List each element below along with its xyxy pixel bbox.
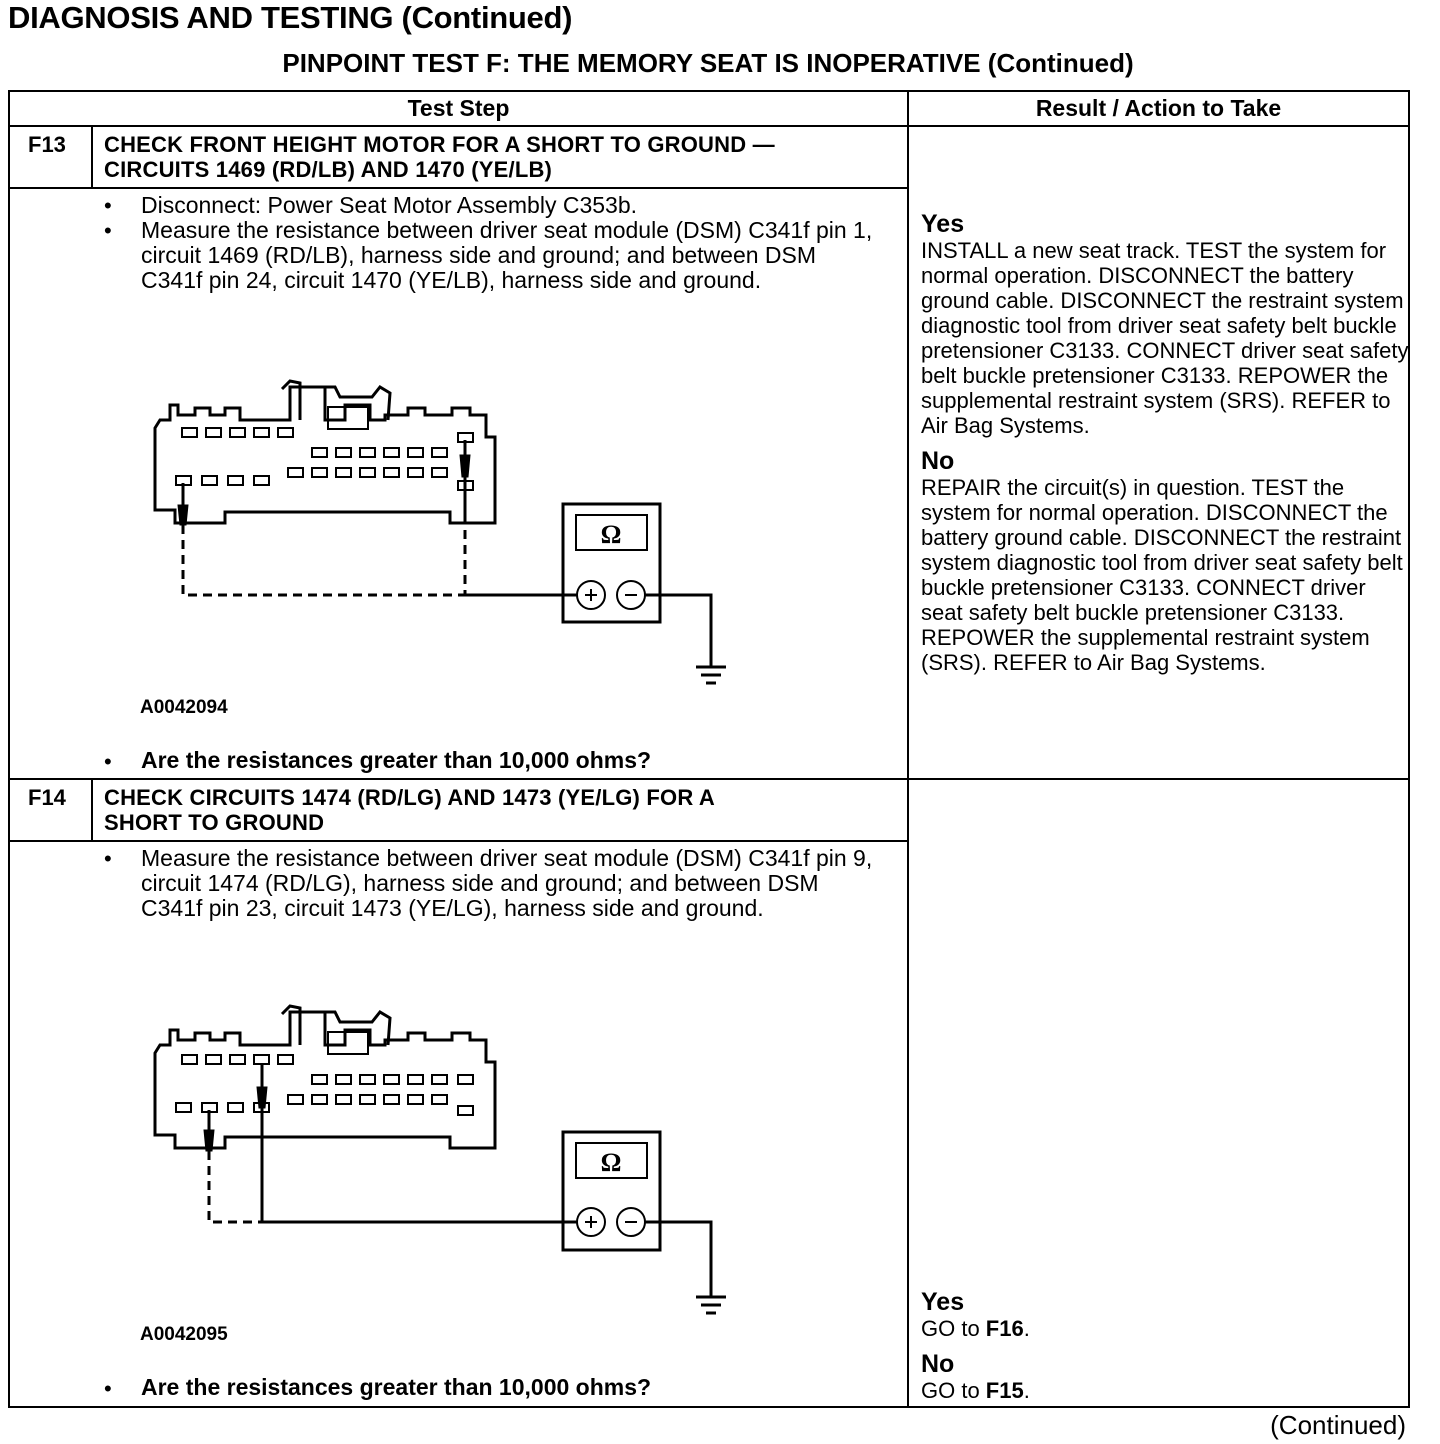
f14-yes-go-text: GO to [921,1316,986,1341]
table-border-left [8,90,10,1408]
f13-yes-action: INSTALL a new seat track. TEST the system for normal operation. DISCONNECT the battery ground cable. DISCONNECT the restraint system diagnostic tool from driver seat safety belt buckle pretensioner C3133. CONNECT driver seat safety belt buckle pretensioner C3133. REPOWER the supplemental restraint system (SRS). REFER to Air Bag Systems. [921,238,1409,438]
step-title-f14-line1: CHECK CIRCUITS 1474 (RD/LG) AND 1473 (YE/LG) FOR A [104,785,716,810]
f14-yes-action [921,1316,1411,1341]
terminal-cavities [176,428,473,490]
f13-no-label: No [921,447,955,475]
f14-yes-label: Yes [921,1288,965,1316]
table-border-bottom [8,1406,1410,1408]
ground-icon [696,1297,726,1313]
pinpoint-test-title: PINPOINT TEST F: THE MEMORY SEAT IS INOPERATIVE (Continued) [282,48,1134,78]
f14-question: Are the resistances greater than 10,000 ohms? [141,1374,652,1400]
f13-instruction-measure: Measure the resistance between driver seat module (DSM) C341f pin 1, circuit 1469 (RD/LB), harness side and ground; and between DSM C341f pin 24, circuit 1470 (YE/LB), harness side and ground. [141,217,873,293]
f14-result [921,1288,1411,1403]
bullet-marker: • [104,193,112,218]
f13-result [921,210,1411,675]
f14-title-divider [8,840,908,842]
step-title-f13 [104,132,904,182]
ground-lead [645,1222,711,1297]
probe-right [460,440,470,515]
column-header-result: Result / Action to Take [1035,95,1282,121]
test-lead-left [183,525,465,595]
test-lead-left [209,1151,262,1222]
probe-right [257,1063,267,1108]
f13-id-divider [91,125,93,188]
f13-yes-label: Yes [921,210,965,238]
connector-outline [155,387,495,523]
f14-instruction-measure: Measure the resistance between driver seat module (DSM) C341f pin 9, circuit 1474 (RD/LG), harness side and ground; and between DSM C341f pin 23, circuit 1473 (YE/LG), harness side and ground. [141,845,873,921]
continued-footer: (Continued) [1270,1410,1406,1440]
bullet-marker: • [104,846,112,871]
bullet-marker: • [104,749,112,774]
probe-left [204,1110,214,1151]
probe-left [178,483,188,525]
f14-no-target: F15 [985,1378,1024,1403]
ohm-symbol: Ω [600,1148,622,1177]
latch-window [328,1032,368,1054]
step-id-f13: F13 [28,132,66,157]
f13-question: Are the resistances greater than 10,000 ohms? [141,747,652,773]
connector-outline [155,1012,495,1148]
ground-lead [645,595,711,667]
f13-no-action: REPAIR the circuit(s) in question. TEST the system for normal operation. DISCONNECT the battery ground cable. DISCONNECT the restraint system diagnostic tool from driver seat safety belt buckle pretensioner C3133. CONNECT driver seat safety belt buckle pretensioner C3133. REPOWER the supplemental restraint system (SRS). REFER to Air Bag Systems. [921,475,1403,675]
f14-no-go-text: GO to [921,1378,986,1403]
ohm-symbol: Ω [600,520,622,549]
header-row-divider [8,125,1410,127]
table-border-top [8,90,1410,92]
bullet-marker: • [104,218,112,243]
f14-yes-end: . [1023,1316,1030,1341]
figure-id-f14: A0042095 [140,1324,228,1345]
step-title-f13-line1: CHECK FRONT HEIGHT MOTOR FOR A SHORT TO GROUND — [104,132,775,157]
column-header-test-step: Test Step [407,95,510,121]
step-row-divider [8,778,1410,780]
f13-instruction-disconnect: Disconnect: Power Seat Motor Assembly C353b. [141,192,638,218]
step-title-f14-line2: SHORT TO GROUND [104,810,325,835]
column-divider [907,90,909,1408]
page-header: DIAGNOSIS AND TESTING (Continued) [8,0,573,35]
ground-icon [696,667,726,683]
figure-id-f13: A0042094 [140,697,228,718]
f13-title-divider [8,187,908,189]
step-title-f13-line2: CIRCUITS 1469 (RD/LB) AND 1470 (YE/LB) [104,157,553,182]
f14-connector-diagram [140,1005,740,1325]
f14-no-label: No [921,1350,955,1378]
terminal-cavities [176,1055,473,1115]
step-title-f14 [104,785,904,835]
bullet-marker: • [104,1376,112,1401]
f14-no-end: . [1023,1378,1030,1403]
step-id-f14: F14 [28,785,66,810]
latch-window [328,407,368,429]
f14-no-action [921,1378,1411,1403]
f13-connector-diagram [140,375,740,695]
f14-yes-target: F16 [985,1316,1024,1341]
f14-id-divider [91,778,93,841]
